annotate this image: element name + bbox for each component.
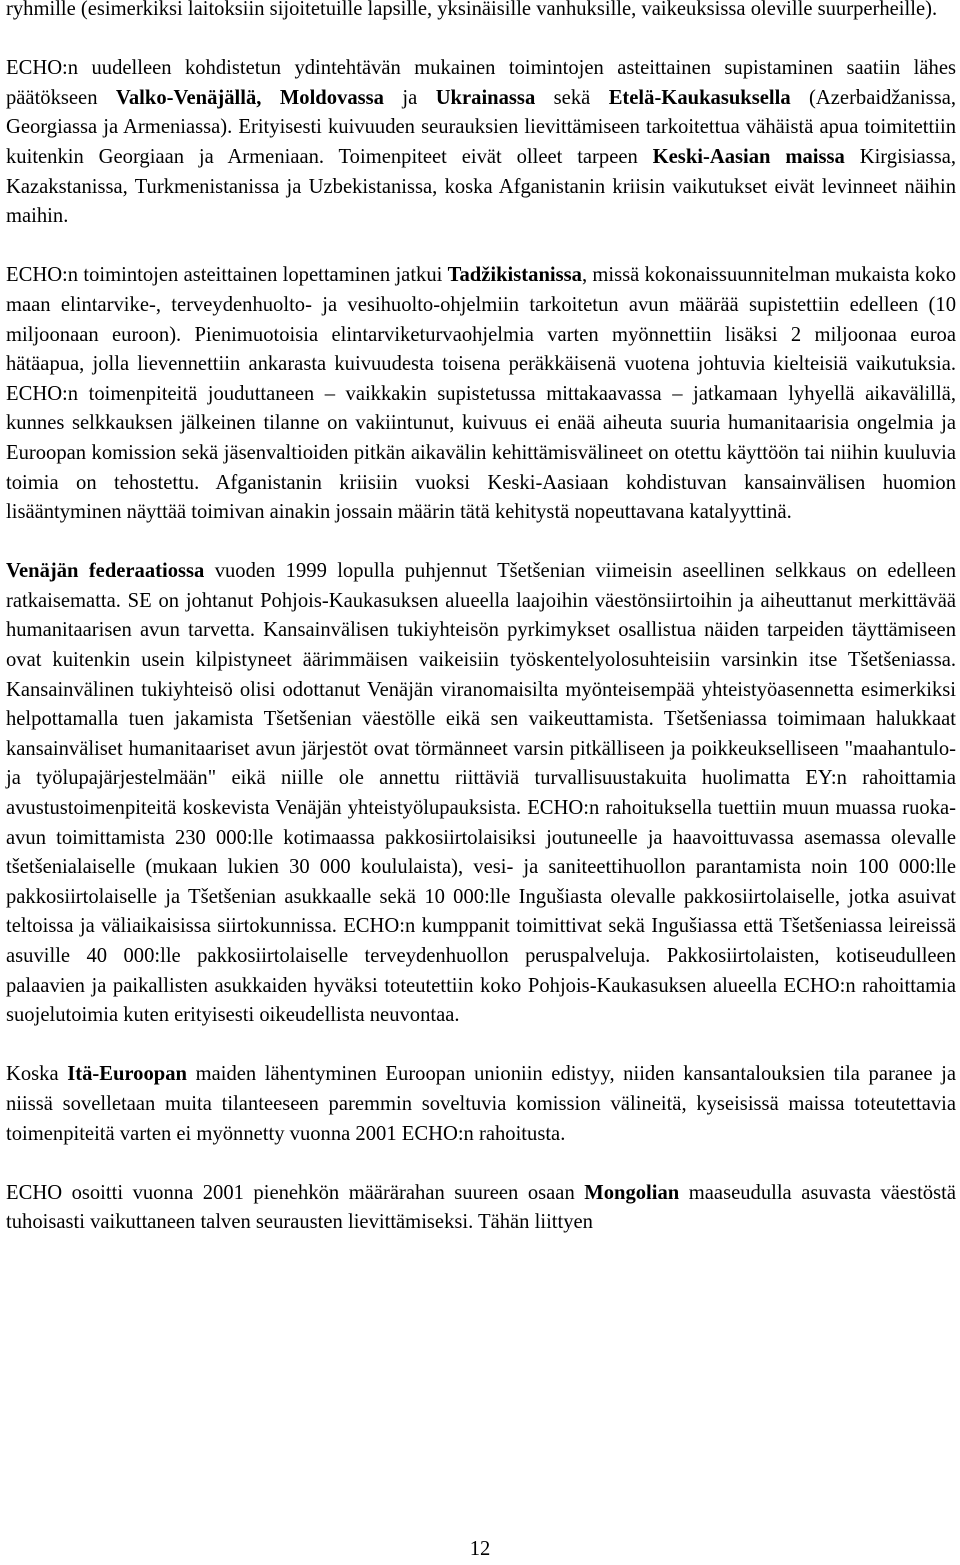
paragraph-5 xyxy=(6,1060,956,1149)
paragraph-2 xyxy=(6,54,956,232)
bold-text-run: Valko-Venäjällä, Moldovassa xyxy=(115,86,384,109)
text-run: ja xyxy=(383,86,436,109)
text-run: maiden lähentyminen Euroopan unioniin edistyy, niiden kansantalouksien tila paranee ja niissä sovelletaan muita tilanteeseen paremmin soveltuvia komission välineitä, kyseisissä maissa toteutettavia toimenpiteitä varten ei myönnetty vuonna 2001 ECHO:n rahoitusta. xyxy=(6,1063,956,1145)
bold-text-run: Mongolian xyxy=(584,1181,680,1204)
bold-text-run: Ukrainassa xyxy=(435,86,536,109)
text-run: , missä kokonaissuunnitelman mukaista koko maan elintarvike-, terveydenhuolto- ja vesihuolto-ohjelmiin tarkoitetun avun määrää supistettiin edelleen (10 miljoonaan euroon). Pienimuotoisia elintarviketurvaohjelmia varten myönnettiin lisäksi 2 miljoonaa euroa hätäapua, jolla lievennettiin ankarasta kuivuudesta toisena peräkkäisenä vuotena johtuvia kielteisiä vaikutuksia. ECHO:n toimenpiteitä jouduttaneen – vaikkakin supistetussa mittakaavassa – jatkamaan lyhyellä aikavälillä, kunnes selkkauksen jälkeinen tilanne on vakiintunut, kuivuus ei enää aiheuta suuria humanitaarisia ongelmia ja Euroopan komission sekä jäsenvaltioiden pitkän aikavälin kehittämisvälineet on otettu käyttöön tai niihin kuuluvia toimia on tehostettu. Afganistanin kriisiin vuoksi Keski-Aasiaan kohdistuvan kansainvälisen huomion lisääntyminen näyttää toimivan ainakin jossain määrin tätä kehitystä nopeuttavana katalyyttinä. xyxy=(6,264,957,524)
bold-text-run: Tadžikistanissa xyxy=(447,264,582,287)
text-run: Koska xyxy=(6,1063,68,1086)
paragraph-4 xyxy=(6,557,956,1031)
bold-text-run: Itä-Euroopan xyxy=(67,1063,187,1086)
text-run: maaseudulla asuvasta väestöstä tuhoisasti vaikuttaneen talven seurausten lievittämiseksi. Tähän liittyen xyxy=(6,1181,956,1234)
text-run: vuoden 1999 lopulla puhjennut Tšetšenian viimeisin aseellinen selkkaus on edelleen ratkaisematta. SE on johtanut Pohjois-Kaukasuksen alueella laajoihin väestönsiirtoihin ja aiheuttanut merkittävää humanitaarisen avun tarvetta. Kansainvälisen tukiyhteisön pyrkimykset osallistua näiden tarpeiden täyttämiseen ovat kuitenkin usein kilpistyneet äärimmäisen vaikeisiin työskentelyolosuhteisiin varsinkin itse Tšetšeniassa. Kansainvälinen tukiyhteisö olisi odottanut Venäjän viranomaisilta myönteisempää yhteistyöasennetta esimerkiksi helpottamalla tuen jakamista Tšetšenian väestölle eikä sen vaikeuttamista. Tšetšeniassa toimimaan halukkaat kansainväliset humanitaariset avun järjestöt ovat törmänneet varsin pitkälliseen ja poikkeukselliseen "maahantulo- ja työlupajärjestelmään" eikä niille ole annettu riittäviä turvallisuustakuita huolimatta EY:n rahoittamia avustustoimenpiteitä koskevista Venäjän yhteistyölupauksista. ECHO:n rahoituksella tuettiin muun muassa ruoka-avun toimittamista 230 000:lle kotimaassa pakkosiirtolaisiksi joutuneelle ja haavoittuvassa asemassa olevalle tšetšenialaiselle (mukaan lukien 30 000 koululaista), vesi- ja saniteettihuollon parantamista noin 100 000:lle pakkosiirtolaiselle ja Tšetšenian asukkaalle sekä 10 000:lle Ingušiasta olevalle pakkosiirtolaiselle, jotka asuivat teltoissa ja väliaikaisissa siirtokunnissa. ECHO:n kumppanit toimittivat sekä Ingušiassa että Tšetšeniassa leireissä asuville 40 000:lle pakkosiirtolaiselle terveydenhuollon peruspalveluja. Pakkosiirtolaisten, kotiseudulleen palaavien ja paikallisten asukkaiden hyväksi toteutettiin koko Pohjois-Kaukasuksen alueella ECHO:n rahoittamia suojelutoimia kuten erityisesti oikeudellista neuvontaa. xyxy=(6,560,956,1027)
bold-text-run: Venäjän federaatiossa xyxy=(6,560,205,583)
text-run: ECHO osoitti vuonna 2001 pienehkön määrärahan suureen osaan xyxy=(6,1181,585,1204)
page-number: 12 xyxy=(469,1538,491,1560)
text-run: sekä xyxy=(535,86,609,109)
text-run: (Azerbaidžanissa, Georgiassa ja Armeniassa). Erityisesti kuivuuden seurauksien lievittämiseen tarkoitettua vähäistä apua toimitettiin kuitenkin Georgiaan ja Armeniaan. Toimenpiteet eivät olleet tarpeen xyxy=(6,86,957,168)
text-run: ryhmille (esimerkiksi laitoksiin sijoitetuille lapsille, yksinäisille vanhuksille, vaikeuksissa oleville suurperheille). xyxy=(6,0,938,20)
text-run: Kirgisiassa, Kazakstanissa, Turkmenistanissa ja Uzbekistanissa, koska Afganistanin kriisin vaikutukset eivät levinneet näihin maihin. xyxy=(6,145,956,228)
paragraph-6 xyxy=(6,1179,956,1238)
bold-text-run: Keski-Aasian maissa xyxy=(652,145,845,168)
text-run: ECHO:n toimintojen asteittainen lopettaminen jatkui xyxy=(6,264,448,287)
paragraph-1 xyxy=(6,0,956,25)
paragraph-3 xyxy=(6,261,956,527)
document-body xyxy=(6,0,956,1238)
bold-text-run: Etelä-Kaukasuksella xyxy=(608,86,791,109)
text-run: ECHO:n uudelleen kohdistetun ydintehtävän mukainen toimintojen asteittainen supistaminen saatiin lähes päätökseen xyxy=(6,57,956,109)
